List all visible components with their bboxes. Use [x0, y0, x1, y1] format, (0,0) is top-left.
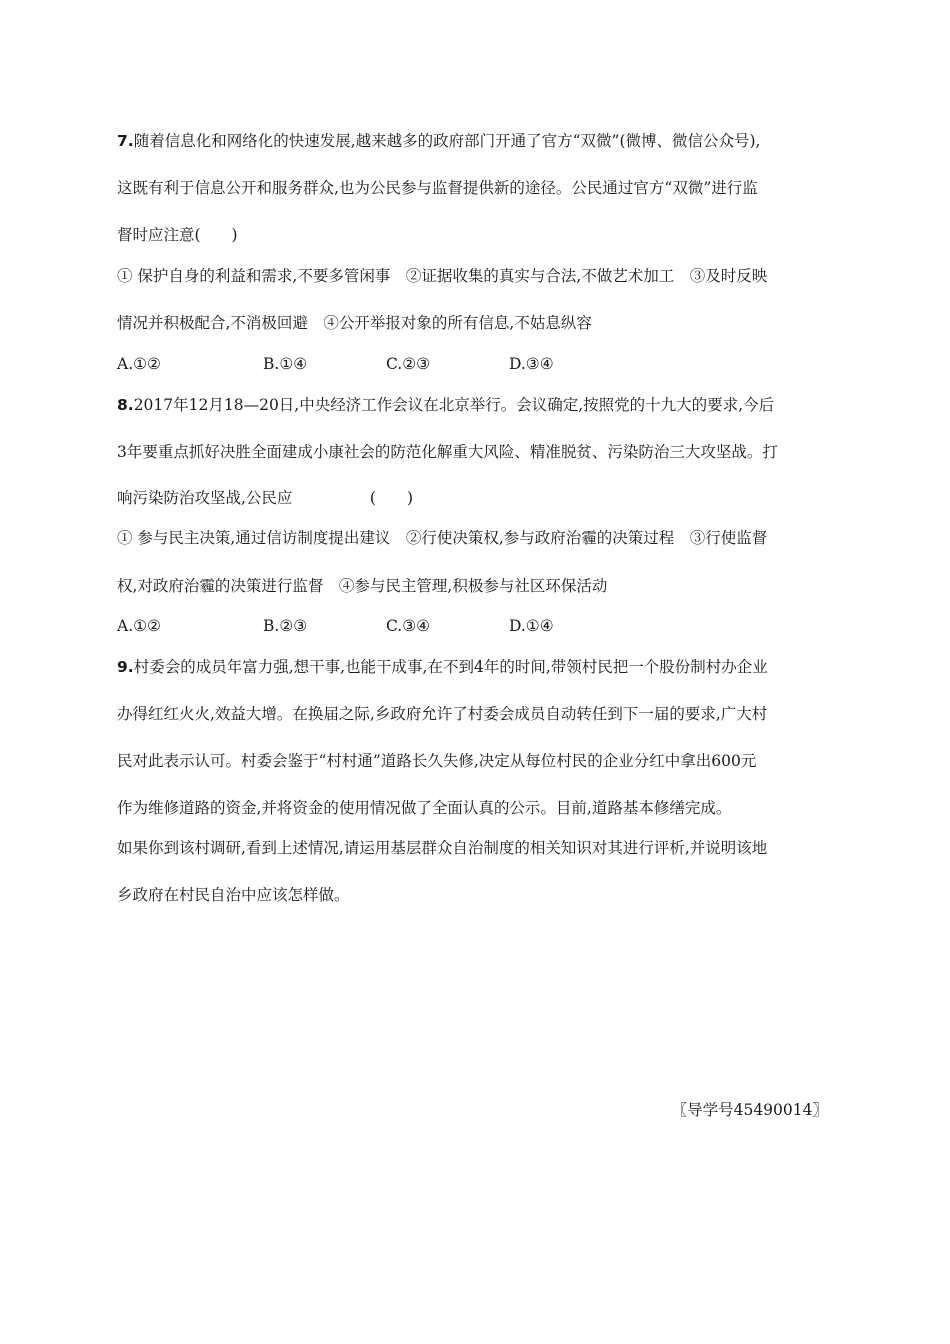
q7-option-b: B.①④	[263, 355, 308, 373]
q8-statement-line-2: 权,对政府治霾的决策进行监督 ④参与民主管理,积极参与社区环保活动	[117, 577, 608, 595]
q9-line-1: 9.村委会的成员年富力强,想干事,也能干成事,在不到4年的时间,带领村民把一个股份制村办企业	[117, 658, 768, 676]
q7-line-3: 督时应注意( )	[117, 226, 238, 244]
q7-option-c: C.②③	[386, 355, 431, 373]
q9-line-2: 办得红红火火,效益大增。在换届之际,乡政府允许了村委会成员自动转任到下一届的要求,广大村	[117, 705, 768, 723]
q9-question-line-1: 如果你到该村调研,看到上述情况,请运用基层群众自治制度的相关知识对其进行评析,并说明该地	[117, 839, 768, 857]
q8-option-b: B.②③	[263, 617, 308, 635]
guide-reference-number: 〖导学号45490014〗	[671, 1101, 828, 1119]
q9-question-line-2: 乡政府在村民自治中应该怎样做。	[117, 886, 350, 904]
q7-line-2: 这既有利于信息公开和服务群众,也为公民参与监督提供新的途径。公民通过官方“双微”进行监	[117, 179, 758, 197]
q7-number: 7.	[117, 132, 134, 150]
q8-option-d: D.①④	[509, 617, 554, 635]
q9-number: 9.	[117, 658, 134, 676]
q8-option-c: C.③④	[386, 617, 431, 635]
q8-line-3: 响污染防治攻坚战,公民应 ( )	[117, 489, 414, 507]
q8-line-1: 8.2017年12月18—20日,中央经济工作会议在北京举行。会议确定,按照党的十九大的要求,今后	[117, 396, 775, 414]
q7-line-1: 7.随着信息化和网络化的快速发展,越来越多的政府部门开通了官方“双微”(微博、微信公众号),	[117, 132, 761, 150]
q8-option-a: A.①②	[117, 617, 161, 635]
q7-option-d: D.③④	[509, 355, 554, 373]
q9-line-4: 作为维修道路的资金,并将资金的使用情况做了全面认真的公示。目前,道路基本修缮完成。	[117, 799, 732, 817]
q7-option-a: A.①②	[117, 355, 161, 373]
q8-statement-line-1: ① 参与民主决策,通过信访制度提出建议 ②行使决策权,参与政府治霾的决策过程 ③行使监督	[117, 529, 768, 547]
q9-line-3: 民对此表示认可。村委会鉴于“村村通”道路长久失修,决定从每位村民的企业分红中拿出600元	[117, 752, 757, 770]
q7-statement-line-1: ① 保护自身的利益和需求,不要多管闲事 ②证据收集的真实与合法,不做艺术加工 ③及时反映	[117, 267, 768, 285]
q7-statement-line-2: 情况并积极配合,不消极回避 ④公开举报对象的所有信息,不姑息纵容	[117, 314, 592, 332]
q8-line-2: 3年要重点抓好决胜全面建成小康社会的防范化解重大风险、精准脱贫、污染防治三大攻坚战。打	[117, 443, 778, 461]
q8-number: 8.	[117, 396, 134, 414]
